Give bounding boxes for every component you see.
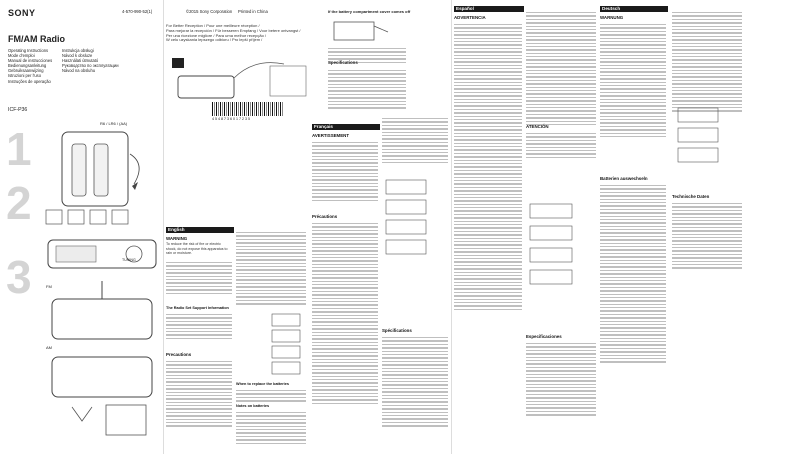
barcode-number: 4 5 4 8 7 3 6 0 1 7 2 3 5 bbox=[212, 117, 250, 121]
figure-english-diagrams bbox=[270, 312, 310, 376]
step-number-3: 3 bbox=[6, 251, 32, 303]
french-body-2 bbox=[312, 221, 378, 406]
figure-german-diagrams bbox=[676, 104, 742, 184]
reception-line: For Better Reception / Pour une meilleure réception / bbox=[166, 23, 260, 28]
fold-line bbox=[163, 0, 164, 454]
lang-item: Návod k obsluze bbox=[62, 53, 93, 59]
figure-battery-install bbox=[42, 114, 162, 230]
lang-item: Руководство по эксплуатации bbox=[62, 63, 119, 69]
spanish-specs-title: Especificaciones bbox=[526, 334, 562, 339]
specs-body bbox=[328, 68, 406, 111]
fold-line bbox=[451, 0, 452, 454]
lang-item: Gebruiksaanwijzing bbox=[8, 68, 44, 74]
model-number: ICF-P36 bbox=[8, 107, 28, 113]
section-bar-english: English bbox=[166, 227, 234, 233]
lang-item: Mode d’emploi bbox=[8, 53, 35, 59]
reception-line: Para mejorar la recepción / Für besseren Empfang / Voor betere ontvangst / bbox=[166, 27, 301, 33]
spanish-body-4 bbox=[526, 341, 596, 418]
section-bar-espanol: Español bbox=[454, 6, 524, 12]
german-warning-title: WARNUNG bbox=[600, 15, 624, 20]
part-number: 4-570-990-52(1) bbox=[122, 9, 153, 14]
lang-item: Instruções de operação bbox=[8, 78, 51, 84]
spanish-body-3 bbox=[526, 131, 596, 160]
figure-french-diagrams bbox=[384, 176, 446, 262]
battery-note-title: If the battery compartment cover comes off bbox=[328, 9, 411, 14]
spanish-body-1 bbox=[454, 22, 522, 312]
product-title: FM/AM Radio bbox=[8, 34, 65, 44]
english-body-3 bbox=[166, 359, 232, 429]
copyright: ©2015 Sony Corporation bbox=[186, 9, 233, 14]
english-warning-title: WARNING bbox=[166, 236, 188, 241]
english-body-5 bbox=[236, 388, 306, 404]
am-label: AM bbox=[46, 345, 52, 350]
english-body-6 bbox=[236, 410, 306, 446]
english-body-4 bbox=[236, 230, 306, 307]
step-number-1: 1 bbox=[6, 123, 32, 175]
figure-battery-cover bbox=[330, 18, 400, 44]
english-body-2 bbox=[166, 312, 232, 341]
english-precautions-title: Precautions bbox=[166, 352, 192, 357]
german-body-3 bbox=[672, 10, 742, 114]
french-body-4 bbox=[382, 335, 448, 429]
german-specs-title: Technische Daten bbox=[672, 194, 710, 199]
reception-line: Per una ricezione migliore / Para uma melhor recepção / bbox=[166, 32, 267, 38]
english-body-1 bbox=[166, 260, 232, 296]
lang-item: Istruzioni per l’uso bbox=[8, 73, 41, 79]
lang-item: Instrukcja obsługi bbox=[62, 48, 94, 53]
french-body-3 bbox=[382, 116, 448, 165]
english-notes-title: Notes on batteries bbox=[236, 404, 270, 408]
languages-left bbox=[8, 48, 52, 84]
battery-type-label: R6 / LR6 / (AA) bbox=[100, 121, 128, 126]
french-body-1 bbox=[312, 140, 378, 203]
languages-right bbox=[62, 48, 118, 73]
english-fcc-title: The Radio Set Support Information bbox=[166, 306, 229, 310]
french-specs-title: Spécifications bbox=[382, 328, 412, 333]
figure-antenna bbox=[42, 279, 164, 449]
lang-item: Operating Instructions bbox=[8, 48, 49, 53]
german-body-4 bbox=[672, 201, 742, 271]
english-replace-title: When to replace the batteries bbox=[236, 382, 289, 386]
german-body-2 bbox=[600, 183, 666, 365]
step-number-2: 2 bbox=[6, 177, 32, 229]
sony-logo: SONY bbox=[8, 8, 36, 18]
fm-label: FM bbox=[46, 284, 52, 289]
section-bar-francais: Français bbox=[312, 124, 380, 130]
section-bar-deutsch: Deutsch bbox=[600, 6, 668, 12]
spanish-warning-title: ADVERTENCIA bbox=[454, 15, 486, 20]
english-warning-text: To reduce the risk of fire or electric shock, do not expose this apparatus to rain or moisture. bbox=[166, 242, 228, 256]
printed-in: Printed in China bbox=[238, 9, 268, 14]
specs-title: Specifications bbox=[328, 60, 358, 65]
reception-line: W celu uzyskania lepszego odbioru / Pro lepší příjem / bbox=[166, 37, 263, 43]
figure-spanish-diagrams bbox=[528, 200, 594, 300]
figure-reception bbox=[170, 56, 320, 102]
french-precautions-title: Précautions bbox=[312, 214, 338, 219]
reception-tips bbox=[166, 24, 326, 43]
spanish-body-2 bbox=[526, 10, 596, 127]
lang-item: Használati útmutató bbox=[62, 58, 99, 64]
lang-item: Návod na obsluhu bbox=[62, 68, 96, 74]
figure-radio-tuning bbox=[42, 234, 164, 274]
french-warning-title: AVERTISSEMENT bbox=[312, 133, 349, 138]
dial-label: TUNING bbox=[122, 258, 136, 262]
lang-item: Bedienungsanleitung bbox=[8, 63, 47, 69]
barcode bbox=[212, 102, 284, 116]
spanish-caution-title: ATENCIÓN bbox=[526, 124, 549, 129]
german-body-1 bbox=[600, 22, 666, 139]
german-battery-title: Batterien auswechseln bbox=[600, 176, 648, 181]
lang-item: Manual de instrucciones bbox=[8, 58, 53, 64]
